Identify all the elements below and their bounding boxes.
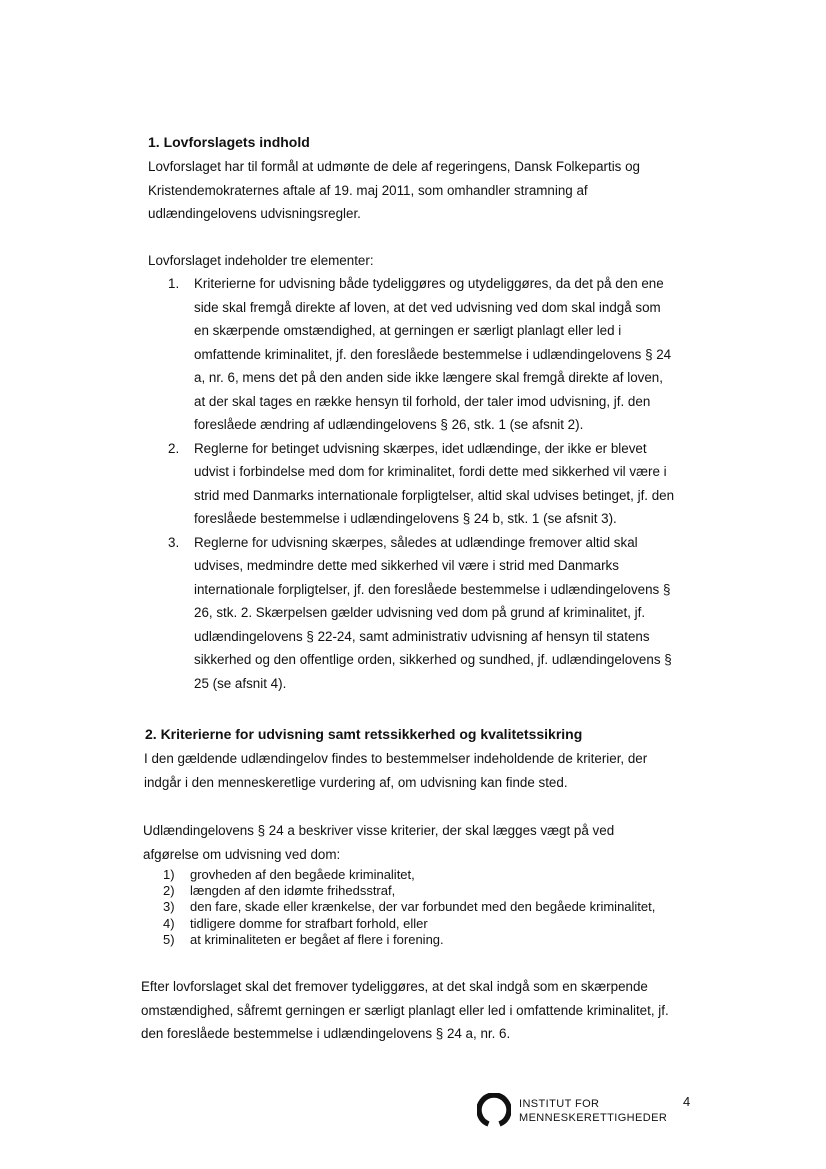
list-item [168, 272, 708, 437]
text-line: internationale forpligtelser, jf. den foreslåede bestemmelse i udlændingelovens § [194, 581, 671, 597]
text-line: afgørelse om udvisning ved dom: [143, 846, 341, 862]
list-item [163, 867, 655, 883]
list-item [163, 899, 655, 915]
list-item-text: den fare, skade eller krænkelse, der var forbundet med den begåede kriminalitet, [190, 899, 656, 915]
text-line: omfattende kriminalitet, jf. den foreslåede bestemmelse i udlændingelovens § 24 [194, 346, 672, 362]
text-line: I den gældende udlændingelov findes to bestemmelser indeholdende de kriterier, der [144, 751, 648, 766]
list-item [163, 932, 655, 948]
text-line: a, nr. 6, mens det på den anden side ikke længere skal fremgå direkte af loven, [194, 370, 663, 385]
section2-heading: 2. Kriterierne for udvisning samt retssikkerhed og kvalitetssikring [145, 726, 583, 742]
list-item [163, 883, 655, 899]
text-line: udvises, medmindre dette med sikkerhed vil være i strid med Danmarks [194, 558, 619, 573]
page-number: 4 [683, 1094, 691, 1109]
text-line: Efter lovforslaget skal det fremover tydeliggøres, at det skal indgå som en skærpende [141, 979, 648, 994]
list-item-number: 1. [168, 276, 180, 291]
text-line: Kristendemokraternes aftale af 19. maj 2011, som omhandler stramning af [148, 182, 588, 198]
text-line: udlændingelovens udvisningsregler. [148, 206, 361, 221]
text-line: udlændingelovens § 22-24, samt administrativ udvisning af hensyn til statens [194, 628, 650, 644]
criteria-intro [143, 819, 614, 866]
text-line: 26, stk. 2. Skærpelsen gælder udvisning ved dom på grund af kriminalitet, jf. [194, 605, 646, 620]
footer-org-name [519, 1097, 667, 1125]
org-line: INSTITUT FOR [519, 1098, 600, 1110]
text-line: strid med Danmarks internationale forpligtelser, altid skal udvises betinget, jf. den [194, 487, 675, 503]
text-line: Lovforslaget har til formål at udmønte de dele af regeringens, Dansk Folkepartis og [148, 159, 640, 174]
list-item-number: 2. [168, 440, 180, 456]
text-line: side skal fremgå direkte af loven, at det ved udvisning ved dom skal indgå som [194, 299, 661, 315]
list-item-text: tidligere domme for strafbart forhold, eller [190, 915, 428, 931]
list-item-number: 3. [168, 534, 180, 550]
text-line: 25 (se afsnit 4). [194, 675, 287, 691]
criteria-list [163, 867, 655, 948]
list-item [168, 531, 708, 696]
section2-intro [144, 747, 647, 794]
institute-ring-logo-icon [477, 1093, 511, 1127]
text-line: sikkerhed og den offentlige orden, sikkerhed og sundhed, jf. udlændingelovens § [194, 652, 672, 667]
closing-paragraph [141, 975, 669, 1046]
list-item-number: 4) [163, 915, 175, 931]
elements-intro: Lovforslaget indeholder tre elementer: [148, 253, 374, 268]
text-line: en skærpende omstændighed, at gerningen er særligt planlagt eller led i [194, 323, 622, 338]
list-item-text: længden af den idømte frihedsstraf, [190, 883, 396, 899]
elements-list [168, 272, 708, 695]
text-line: udvist i forbindelse med dom for kriminalitet, fordi dette med sikkerhed vil være i [194, 464, 667, 479]
list-item-number: 1) [163, 867, 175, 882]
text-line: Udlændingelovens § 24 a beskriver visse kriterier, der skal lægges vægt på ved [143, 823, 615, 838]
list-item-text: grovheden af den begåede kriminalitet, [190, 867, 415, 882]
text-line: at der skal tages en række hensyn til forhold, der taler imod udvisning, jf. den [194, 393, 651, 409]
list-item-text: at kriminaliteten er begået af flere i forening. [190, 931, 444, 947]
list-item-number: 3) [163, 899, 175, 915]
section1-intro [148, 155, 640, 226]
list-item-number: 5) [163, 931, 175, 947]
list-item-number: 2) [163, 883, 175, 899]
text-line: den foreslåede bestemmelse i udlændingelovens § 24 a, nr. 6. [141, 1026, 511, 1041]
list-item [163, 916, 655, 932]
text-line: Kriterierne for udvisning både tydeliggøres og utydeliggøres, da det på den ene [194, 276, 664, 291]
text-line: Reglerne for udvisning skærpes, således at udlændinge fremover altid skal [194, 534, 638, 550]
list-item [168, 437, 708, 531]
section1-heading: 1. Lovforslagets indhold [148, 134, 310, 150]
text-line: foreslåede ændring af udlændingelovens § 26, stk. 1 (se afsnit 2). [194, 417, 584, 432]
text-line: Reglerne for betinget udvisning skærpes, idet udlændinge, der ikke er blevet [194, 440, 647, 456]
text-line: omstændighed, såfremt gerningen er særligt planlagt eller led i omfattende kriminalitet, jf. [141, 1002, 669, 1018]
text-line: indgår i den menneskeretlige vurdering af, om udvisning kan finde sted. [144, 774, 568, 790]
text-line: foreslåede bestemmelse i udlændingelovens § 24 b, stk. 1 (se afsnit 3). [194, 511, 617, 526]
org-line: MENNESKERETTIGHEDER [519, 1112, 668, 1124]
